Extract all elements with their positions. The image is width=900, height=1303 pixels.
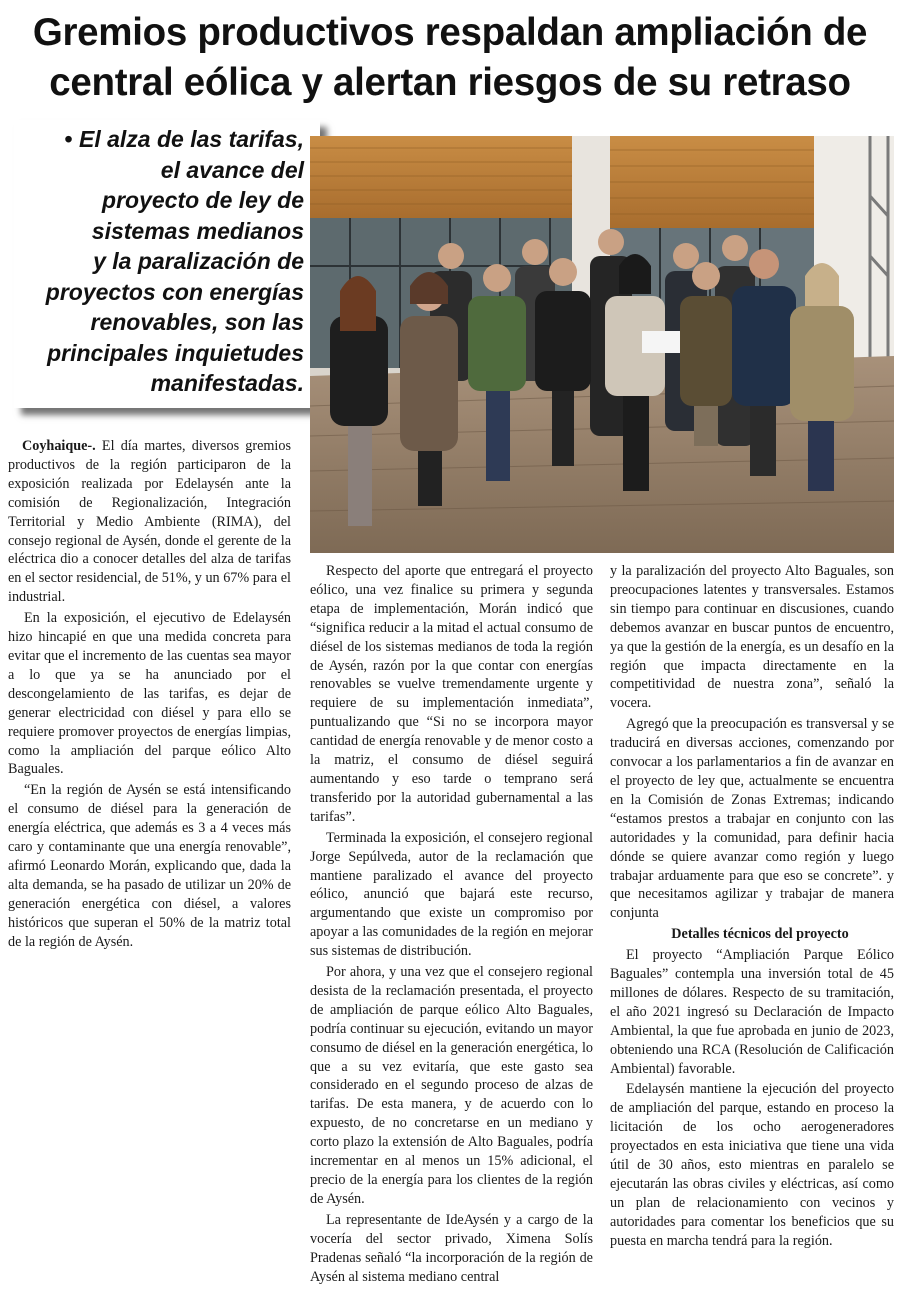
paragraph: En la exposición, el ejecutivo de Edelaysén hizo hincapié en que una medida concreta para evitar que el incremento de las cuentas sea mayor a lo que ya se ha anunciado por el descongelamiento de las tarifas, es dejar de generar electricidad con diésel y para ello se requiere promover proyectos de energías limpias, como la ampliación del parque eólico Alto Baguales.: [8, 610, 291, 778]
headline-line-2: central eólica y alertan riesgos de su retraso: [49, 61, 851, 104]
paragraph: Agregó que la preocupación es transversal y se traducirá en diversas acciones, comenzando por convocar a los parlamentarios a fin de avanzar en el proyecto de ley que, actualmente se encuentra en la Comisión de Zonas Extremas; indicando “estamos prestos a trabajar en conjunto con las autoridades y la comunidad, para definir hacia dónde se quiere avanzar como región y luego trabajar arduamente para que eso se concrete”. y que necesitamos agilizar y trabajar de manera conjunta: [610, 716, 894, 922]
article-column-2: [310, 562, 593, 1288]
section-subheading: Detalles técnicos del proyecto: [671, 926, 849, 943]
summary-line-8: principales inquietudes: [47, 339, 304, 366]
summary-box: [14, 120, 320, 408]
summary-line-2: el avance del: [160, 156, 304, 183]
summary-line-5: y la paralización de: [93, 248, 304, 274]
bullet-icon: •: [64, 126, 73, 152]
article-column-1: [8, 437, 291, 953]
summary-line-7: renovables, son las: [90, 309, 304, 335]
article-column-3: [610, 562, 894, 1253]
summary-line-3: proyecto de ley de: [102, 187, 304, 213]
paragraph: Coyhaique-. El día martes, diversos gremios productivos de la región participaron de la exposición realizada por Edelaysén ante la comisión de Regionalización, Integración Territorial y Medio Ambiente (RIMA), del consejo regional de Aysén, donde el gerente de la eléctrica dio a conocer detalles del alza de tarifas en el sector residencial, de 51%, y un 67% para el industrial.: [8, 438, 291, 606]
summary-line-4: sistemas medianos: [91, 217, 304, 244]
paragraph: y la paralización del proyecto Alto Baguales, son preocupaciones latentes y transversales. Estamos sin tiempo para continuar en discusiones, cuando debemos avanzar en buscar puntos de encuentro, ya que la gestión de la energía, es un desafío en la región que impacta directamente en la competitividad de nuestra zona”, señaló la vocera.: [610, 563, 894, 712]
paragraph: Edelaysén mantiene la ejecución del proyecto de ampliación del parque, estando en proceso la licitación de los ocho aerogeneradores proyectados en esta iniciativa que tiene una vida útil de 30 años, esto mientras en paralelo se ejecutarán las obras civiles y eléctricas, así como un plan de relacionamiento con vecinos y autoridades para comentar los beneficios que su puesta en marcha tendrá para la región.: [610, 1081, 894, 1249]
summary-line-1: • El alza de las tarifas,: [64, 126, 304, 152]
paragraph: Por ahora, y una vez que el consejero regional desista de la reclamación presentada, el proyecto de ampliación de parque eólico Alto Baguales, podría continuar su ejecución, evitando un mayor consumo de diésel en la generación energética, lo que a su vez evitaría, que este gasto sea considerado en el segundo proceso de alzas de tarifas. De esta manera, y de acuerdo con lo expuesto, de no concretarse en un mediano y corto plazo la extensión de Alto Baguales, podría incrementar en al menos un 15% adicional, el precio de la energía para los clientes de la región de Aysén.: [310, 964, 593, 1207]
dateline: Coyhaique-.: [22, 438, 96, 454]
headline-line-1: Gremios productivos respaldan ampliación de: [32, 11, 868, 54]
headline: [8, 8, 892, 108]
paragraph: Terminada la exposición, el consejero regional Jorge Sepúlveda, autor de la reclamación que mantiene paralizado el avance del proyecto eólico, anunció que bajará este recurso, argumentando que existe un compromiso por apoyar a las comunidades de la región en mejorar sus sistemas de distribución.: [310, 829, 593, 960]
paragraph: La representante de IdeAysén y a cargo de la vocería del sector privado, Ximena Solís Pradenas señaló “la incorporación de la región de Aysén al sistema mediano central: [310, 1211, 593, 1285]
paragraph: Respecto del aporte que entregará el proyecto eólico, una vez finalice su primera y segunda etapa de implementación, Morán indicó que “significa reducir a la mitad el actual consumo de diésel de los sistemas medianos de toda la región de Aysén, razón por la que contar con energías renovables se vuelve tremendamente urgente y requiere de su implementación inmediata”, puntualizando que “Si no se incorpora mayor cantidad de energía renovable y de menor costo a la matriz, el consumo de diésel seguirá aumentando y eso tarde o temprano será transferido por la autoridad gubernamental a las tarifas”.: [310, 563, 593, 825]
summary-line-9: manifestadas.: [150, 370, 304, 396]
paragraph: El proyecto “Ampliación Parque Eólico Baguales” contempla una inversión total de 45 millones de dólares. Respecto de su tramitación, el año 2021 ingresó su Declaración de Impacto Ambiental, la que fue aprobada en junio de 2023, obteniendo una RCA (Resolución de Calificación Ambiental) favorable.: [610, 947, 894, 1077]
group-photo: [310, 136, 894, 553]
paragraph: “En la región de Aysén se está intensificando el consumo de diésel para la generación de energía eléctrica, que además es 3 a 4 veces más caro y contaminante que una energía renovable”, afirmó Leonardo Morán, explicando que, dada la alta demanda, se ha pasado de utilizar un 20% de generación energética con diésel, a valores históricos que superan el 50% de la matriz total de la región de Aysén.: [8, 782, 291, 950]
group-photo-illustration: [310, 136, 894, 553]
summary-line-6: proyectos con energías: [45, 278, 304, 305]
